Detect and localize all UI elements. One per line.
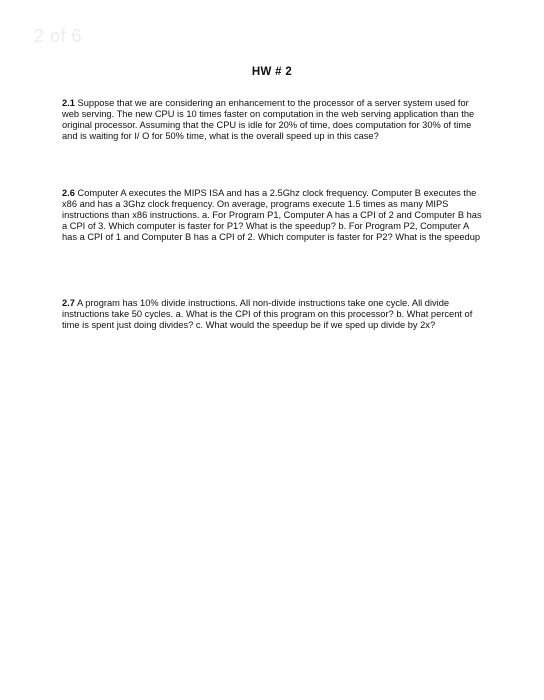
document-title: HW # 2 bbox=[251, 66, 293, 78]
question-2-7 bbox=[62, 298, 482, 331]
question-number: 2.6 bbox=[62, 188, 75, 198]
page-indicator: 2 of 6 bbox=[34, 26, 83, 46]
question-text: Suppose that we are considering an enhancement to the processor of a server system used for web serving. The new CPU is 10 times faster on computation in the web serving application than the original processor. Assuming that the CPU is idle for 20% of time, does computation for 30% of time and is waiting for I/ O for 50% time, what is the overall speed up in this case? bbox=[62, 98, 475, 142]
question-text: Computer A executes the MIPS ISA and has a 2.5Ghz clock frequency. Computer B executes the x86 and has a 3Ghz clock frequency. On average, programs execute 1.5 times as many MIPS instructions than x86 instructions. a. For Program P1, Computer A has a CPI of 2 and Computer B has a CPI of 3. Which computer is faster for P1? What is the speedup? b. For Program P2, Computer A has a CPI of 1 and Computer B has a CPI of 2. Which computer is faster for P2? What is the speedup bbox=[62, 188, 482, 243]
question-number: 2.1 bbox=[62, 98, 75, 108]
question-2-6 bbox=[62, 188, 482, 243]
question-number: 2.7 bbox=[62, 298, 75, 308]
question-text: A program has 10% divide instructions. All non-divide instructions take one cycle. All divide instructions take 50 cycles. a. What is the CPI of this program on this processor? b. What percent of time is spent just doing divides? c. What would the speedup be if we sped up divide by 2x? bbox=[62, 298, 473, 331]
question-2-1 bbox=[62, 98, 482, 142]
